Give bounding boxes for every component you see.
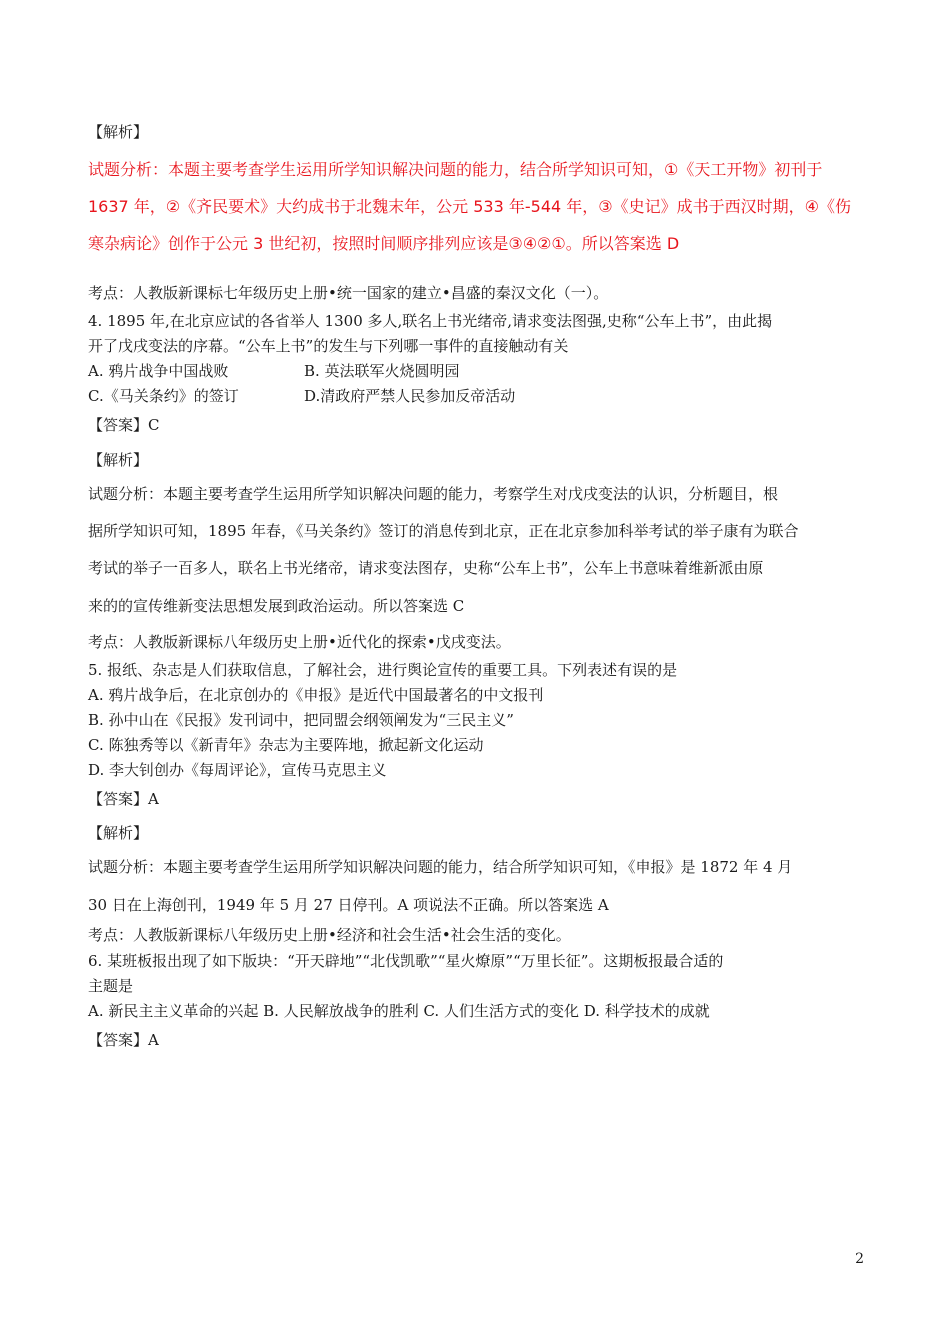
q4-option-a: A. 鸦片战争中国战败 — [88, 362, 229, 380]
q4-stem-line-1: 4. 1895 年,在北京应试的各省举人 1300 多人,联名上书光绪帝,请求变法图强,史称“公车上书”，由此揭 — [88, 312, 773, 330]
q5-option-d: D. 李大钊创办《每周评论》，宣传马克思主义 — [88, 761, 387, 779]
page-number: 2 — [855, 1251, 864, 1267]
q3-kaodian: 考点：人教版新课标七年级历史上册•统一国家的建立•昌盛的秦汉文化（一）。 — [88, 284, 609, 302]
q3-analysis-line-2: 1637 年，②《齐民要术》大约成书于北魏末年，公元 533 年-544 年，③《史记》成书于西汉时期，④《伤 — [88, 197, 851, 216]
q5-stem: 5. 报纸、杂志是人们获取信息，了解社会，进行舆论宣传的重要工具。下列表述有误的是 — [88, 661, 678, 679]
q5-jiexi-label: 【解析】 — [88, 824, 149, 842]
q4-jiexi-label: 【解析】 — [88, 451, 149, 469]
q3-jiexi-label: 【解析】 — [88, 123, 149, 141]
q4-stem-line-2: 开了戊戌变法的序幕。“公车上书”的发生与下列哪一事件的直接触动有关 — [88, 337, 569, 355]
q5-option-c: C. 陈独秀等以《新青年》杂志为主要阵地，掀起新文化运动 — [88, 736, 484, 754]
q5-analysis-line-1: 试题分析：本题主要考查学生运用所学知识解决问题的能力，结合所学知识可知，《申报》是 1872 年 4 月 — [88, 858, 793, 876]
q4-option-b: B. 英法联军火烧圆明园 — [304, 362, 460, 380]
q4-analysis-line-2: 据所学知识可知，1895 年春，《马关条约》签订的消息传到北京，正在北京参加科举考试的举子康有为联合 — [88, 522, 799, 540]
q5-option-b: B. 孙中山在《民报》发刊词中，把同盟会纲领阐发为“三民主义” — [88, 711, 514, 729]
q6-stem-line-1: 6. 某班板报出现了如下版块：“开天辟地”“北伐凯歌”“星火燎原”“万里长征”。这期板报最合适的 — [88, 952, 724, 970]
q4-answer: 【答案】C — [88, 416, 160, 434]
q4-analysis-line-3: 考试的举子一百多人，联名上书光绪帝，请求变法图存，史称“公车上书”，公车上书意味着维新派由原 — [88, 559, 764, 577]
q6-stem-line-2: 主题是 — [88, 977, 134, 995]
q6-answer: 【答案】A — [88, 1031, 159, 1049]
q5-answer: 【答案】A — [88, 790, 159, 808]
q3-analysis-line-1: 试题分析：本题主要考查学生运用所学知识解决问题的能力，结合所学知识可知，①《天工开物》初刊于 — [88, 160, 823, 179]
q4-analysis-line-1: 试题分析：本题主要考查学生运用所学知识解决问题的能力，考察学生对戊戌变法的认识，分析题目，根 — [88, 485, 779, 503]
q4-analysis-line-4: 来的的宣传维新变法思想发展到政治运动。所以答案选 C — [88, 597, 465, 615]
q4-option-d: D.清政府严禁人民参加反帝活动 — [304, 387, 516, 405]
q5-option-a: A. 鸦片战争后，在北京创办的《申报》是近代中国最著名的中文报刊 — [88, 686, 544, 704]
q6-options: A. 新民主主义革命的兴起 B. 人民解放战争的胜利 C. 人们生活方式的变化 D. 科学技术的成就 — [88, 1002, 710, 1020]
q4-kaodian: 考点：人教版新课标八年级历史上册•近代化的探索•戊戌变法。 — [88, 633, 511, 651]
q4-option-c: C.《马关条约》的签订 — [88, 387, 239, 405]
q3-analysis-line-3: 寒杂病论》创作于公元 3 世纪初，按照时间顺序排列应该是③④②①。所以答案选 D — [88, 234, 680, 253]
q5-kaodian: 考点：人教版新课标八年级历史上册•经济和社会生活•社会生活的变化。 — [88, 926, 571, 944]
q5-analysis-line-2: 30 日在上海创刊，1949 年 5 月 27 日停刊。A 项说法不正确。所以答案选 A — [88, 896, 609, 914]
